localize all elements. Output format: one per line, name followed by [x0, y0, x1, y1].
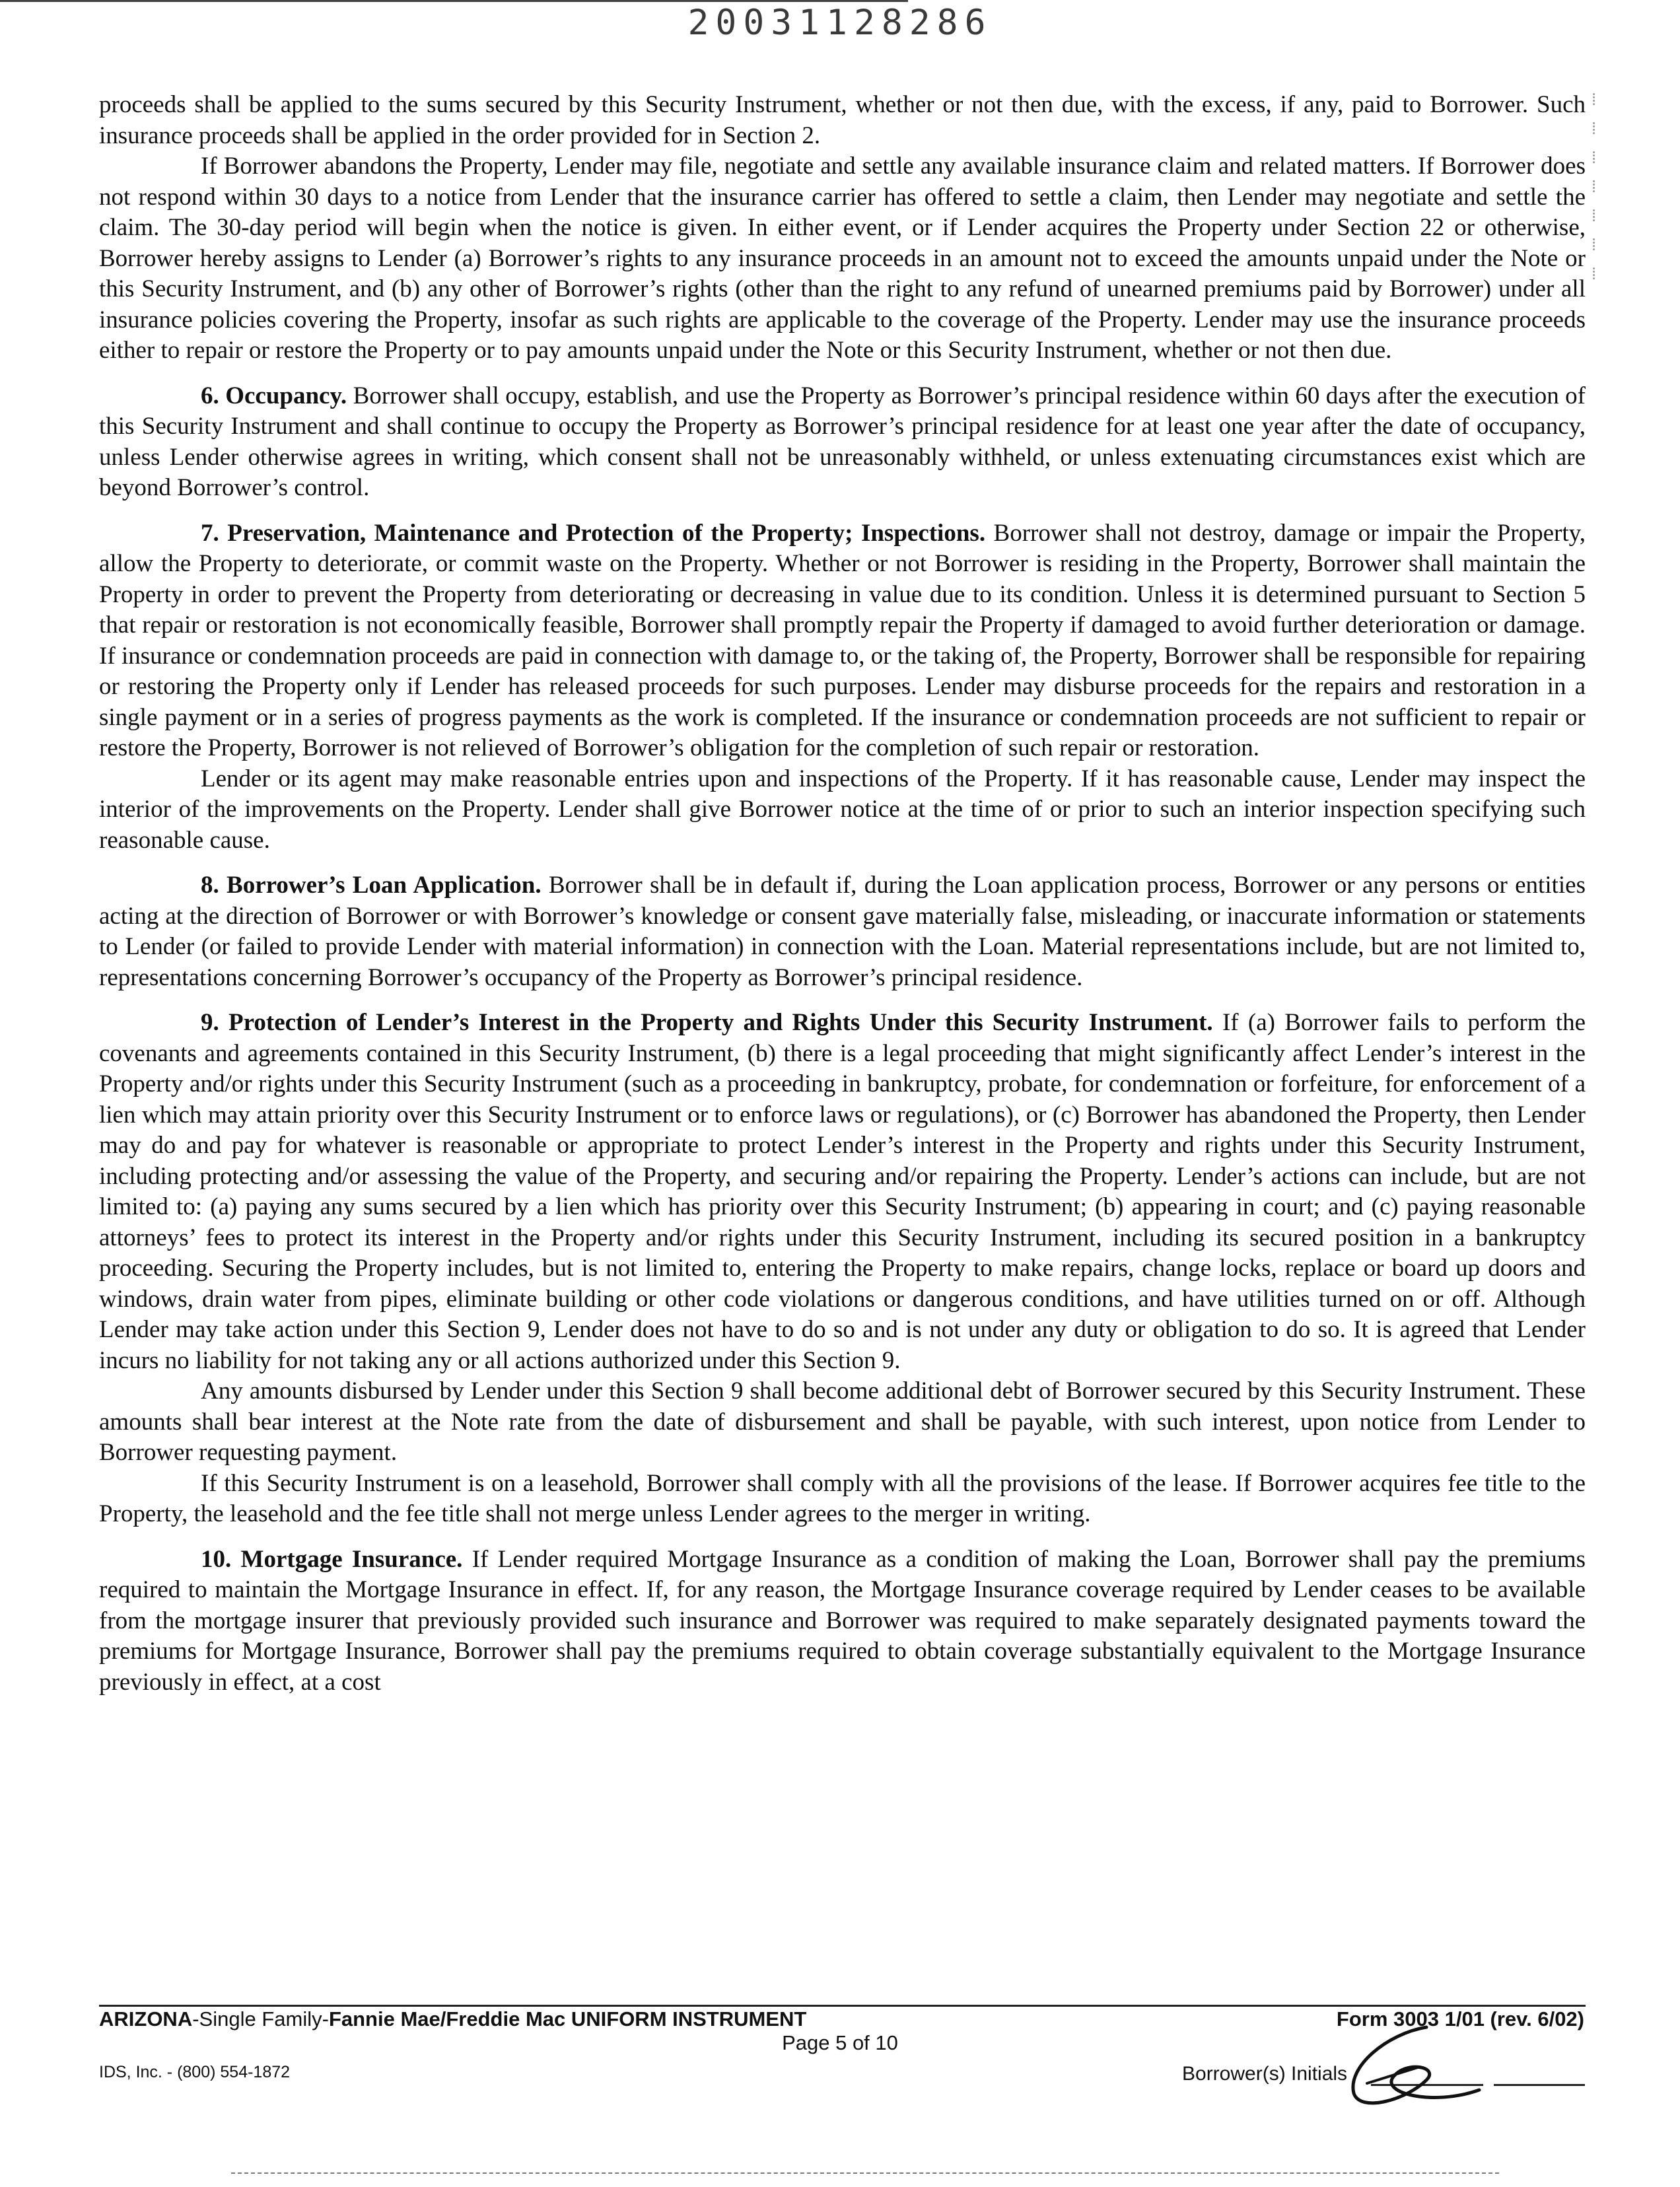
section-10-mortgage-insurance: 10. Mortgage Insurance. If Lender required Mortgage Insurance as a condition of making the Loan, Borrower shall pay the premiums required to maintain the Mortgage Insurance in effect. If, for any reason, the Mortgage Insurance coverage required by Lender ceases to be available from the mortgage insurer that previously provided such insurance and Borrower was required to make separately designated payments toward the premiums for Mortgage Insurance, Borrower shall pay the premiums required to obtain coverage substantially equivalent to the Mortgage Insurance previously in effect, at a cost: [99, 1545, 1586, 1696]
initials-line-2: [1494, 2084, 1585, 2086]
bottom-border-line: [231, 2172, 1499, 2175]
document-body: [99, 90, 1586, 1698]
paragraph-amounts-disbursed: Any amounts disbursed by Lender under this Section 9 shall become additional debt of Borrower secured by this Security Instrument. These amounts shall bear interest at the Note rate from the date of disbursement and shall be payable, with such interest, upon notice from Lender to Borrower requesting payment.: [99, 1377, 1586, 1466]
handwritten-initials-signature: [1327, 2021, 1499, 2120]
form-number: Form 3003 1/01 (rev. 6/02): [1336, 2007, 1584, 2031]
paragraph-insurance-proceeds: proceeds shall be applied to the sums secured by this Security Instrument, whether or not then due, with the excess, if any, paid to Borrower. Such insurance proceeds shall be applied in the order provided for in Section 2.: [99, 91, 1586, 149]
section-heading: 7. Preservation, Maintenance and Protection of the Property; Inspections.: [201, 519, 986, 547]
section-9-protection: 9. Protection of Lender’s Interest in the Property and Rights Under this Security Instrument. If (a) Borrower fails to perform the covenants and agreements contained in this Security Instrument, (b) there is a legal proceeding that might significantly affect Lender’s interest in the Property and/or rights under this Security Instrument (such as a proceeding in bankruptcy, probate, for condemnation or forfeiture, for enforcement of a lien which may attain priority over this Security Instrument or to enforce laws or regulations), or (c) Borrower has abandoned the Property, then Lender may do and pay for whatever is reasonable or appropriate to protect Lender’s interest in the Property and rights under this Security Instrument, including protecting and/or assessing the value of the Property, and securing and/or repairing the Property. Lender’s actions can include, but are not limited to: (a) paying any sums secured by a lien which has priority over this Security Instrument; (b) appearing in court; and (c) paying reasonable attorneys’ fees to protect its interest in the Property and/or rights under this Security Instrument, including its secured position in a bankruptcy proceeding. Securing the Property includes, but is not limited to, entering the Property to make repairs, change locks, replace or board up doors and windows, drain water from pipes, eliminate building or other code violations or dangerous conditions, and have utilities turned on or off. Although Lender may take action under this Section 9, Lender does not have to do so and is not under any duty or obligation to do so. It is agreed that Lender incurs no liability for not taking any or all actions authorized under this Section 9.: [99, 1009, 1586, 1374]
section-6-occupancy: 6. Occupancy. Borrower shall occupy, establish, and use the Property as Borrower’s principal residence within 60 days after the execution of this Security Instrument and shall continue to occupy the Property as Borrower’s principal residence for at least one year after the date of occupancy, unless Lender otherwise agrees in writing, which consent shall not be unreasonably withheld, or unless extenuating circumstances exist which are beyond Borrower’s control.: [99, 382, 1586, 501]
top-border-line: [0, 0, 908, 2]
recording-number: 20031128286: [687, 3, 993, 43]
page-number: Page 5 of 10: [782, 2031, 898, 2054]
edge-stamp-marks: ⁞ ⁞ ⁞ ⁞ ⁞ ⁞ ⁞: [1592, 90, 1597, 284]
section-8-loan-application: 8. Borrower’s Loan Application. Borrower shall be in default if, during the Loan application process, Borrower or any persons or entities acting at the direction of Borrower or with Borrower’s knowledge or consent gave materially false, misleading, or inaccurate information or statements to Lender (or failed to provide Lender with material information) in connection with the Loan. Material representations include, but are not limited to, representations concerning Borrower’s occupancy of the Property as Borrower’s principal residence.: [99, 872, 1586, 991]
paragraph-leasehold: If this Security Instrument is on a leasehold, Borrower shall comply with all the provisions of the lease. If Borrower acquires fee title to the Property, the leasehold and the fee title shall not merge unless Lender agrees to the merger in writing.: [99, 1469, 1586, 1527]
section-heading: 10. Mortgage Insurance.: [201, 1545, 463, 1573]
initials-label: Borrower(s) Initials: [1182, 2063, 1348, 2085]
section-heading: 8. Borrower’s Loan Application.: [201, 872, 542, 899]
section-heading: 6. Occupancy.: [201, 382, 347, 409]
paragraph-abandonment: If Borrower abandons the Property, Lender may file, negotiate and settle any available insurance claim and related matters. If Borrower does not respond within 30 days to a notice from Lender that the insurance carrier has offered to settle a claim, then Lender may negotiate and settle the claim. The 30-day period will begin when the notice is given. In either event, or if Lender acquires the Property under Section 22 or otherwise, Borrower hereby assigns to Lender (a) Borrower’s rights to any insurance proceeds in an amount not to exceed the amounts unpaid under the Note or this Security Instrument, and (b) any other of Borrower’s rights (other than the right to any refund of unearned premiums paid by Borrower) under all insurance policies covering the Property, insofar as such rights are applicable to the coverage of the Property. Lender may use the insurance proceeds either to repair or restore the Property or to pay amounts unpaid under the Note or this Security Instrument, whether or not then due.: [99, 153, 1586, 364]
section-7-preservation: 7. Preservation, Maintenance and Protection of the Property; Inspections. Borrower shall not destroy, damage or impair the Property, allow the Property to deteriorate, or commit waste on the Property. Whether or not Borrower is residing in the Property, Borrower shall maintain the Property in order to prevent the Property from deteriorating or decreasing in value due to its condition. Unless it is determined pursuant to Section 5 that repair or restoration is not economically feasible, Borrower shall promptly repair the Property if damaged to avoid further deterioration or damage. If insurance or condemnation proceeds are paid in connection with damage to, or the taking of, the Property, Borrower shall be responsible for repairing or restoring the Property only if Lender has released proceeds for such purposes. Lender may disburse proceeds for the repairs and restoration in a single payment or in a series of progress payments as the work is completed. If the insurance or condemnation proceeds are not sufficient to repair or restore the Property, Borrower is not relieved of Borrower’s obligation for the completion of such repair or restoration.: [99, 519, 1586, 761]
vendor-info: IDS, Inc. - (800) 554-1872: [99, 2063, 291, 2081]
paragraph-inspections: Lender or its agent may make reasonable entries upon and inspections of the Property. If it has reasonable cause, Lender may inspect the interior of the improvements on the Property. Lender shall give Borrower notice at the time of or prior to such an interior inspection specifying such reasonable cause.: [99, 765, 1586, 854]
form-title: ARIZONA-Single Family-Fannie Mae/Freddie Mac UNIFORM INSTRUMENT: [99, 2007, 807, 2031]
footer-divider: [99, 2005, 1586, 2007]
section-heading: 9. Protection of Lender’s Interest in the Property and Rights Under this Security Instrument.: [201, 1009, 1213, 1036]
